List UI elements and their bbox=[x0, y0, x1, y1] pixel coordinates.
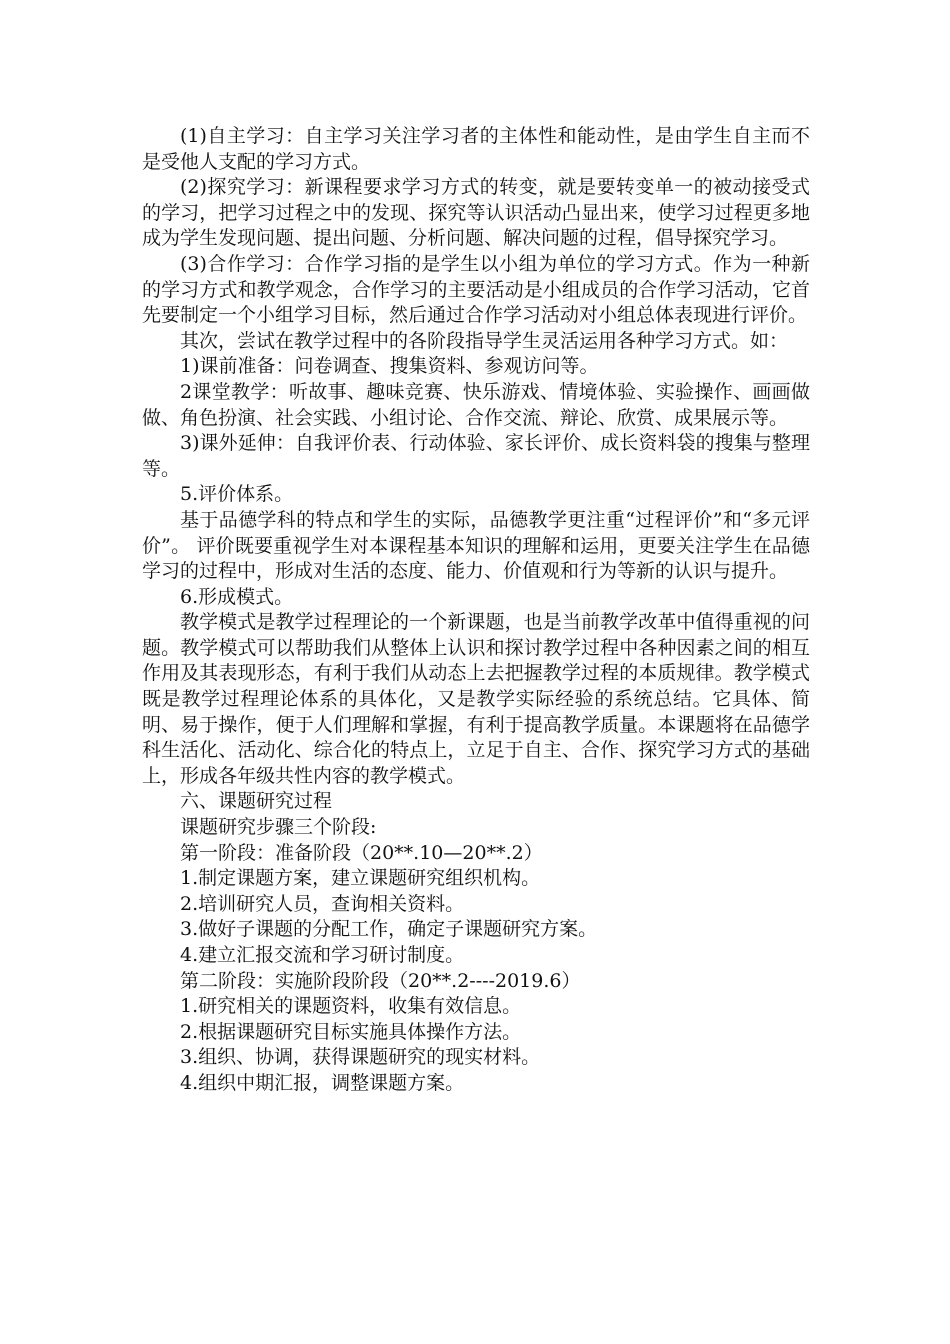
paragraph-classroom-teaching: 2课堂教学：听故事、趣味竞赛、快乐游戏、情境体验、实验操作、画画做做、角色扮演、社会实践、小组讨论、合作交流、辩论、欣赏、成果展示等。 bbox=[142, 380, 810, 429]
list-item: 3.做好子课题的分配工作，确定子课题研究方案。 bbox=[180, 918, 598, 941]
paragraph-pre-class: 1)课前准备：问卷调查、搜集资料、参观访问等。 bbox=[180, 355, 599, 378]
list-item: 4.建立汇报交流和学习研讨制度。 bbox=[180, 944, 465, 966]
list-item: 4.组织中期汇报，调整课题方案。 bbox=[180, 1071, 465, 1094]
stage-two-heading: 第二阶段：实施阶段阶段（20**.2----2019.6） bbox=[180, 969, 581, 992]
heading-research-process: 六、课题研究过程 bbox=[180, 790, 333, 813]
heading-evaluation-system: 5.评价体系。 bbox=[180, 483, 294, 506]
paragraph-learning-stages-intro: 其次，尝试在教学过程中的各阶段指导学生灵活运用各种学习方式。如： bbox=[180, 329, 789, 352]
paragraph-after-class: 3)课外延伸：自我评价表、行动体验、家长评价、成长资料袋的搜集与整理等。 bbox=[142, 432, 810, 480]
paragraph-inquiry-learning: (2)探究学习：新课程要求学习方式的转变，就是要转变单一的被动接受式的学习，把学习过程之中的发现、探究等认识活动凸显出来，使学习过程更多地成为学生发现问题、提出问题、分析问题、解决问题的过程，倡导探究学习。 bbox=[142, 176, 810, 250]
list-item: 3.组织、协调，获得课题研究的现实材料。 bbox=[180, 1046, 541, 1069]
paragraph-teaching-model: 教学模式是教学过程理论的一个新课题，也是当前教学改革中值得重视的问题。教学模式可以帮助我们从整体上认识和探讨教学过程中各种因素之间的相互作用及其表现形态，有利于我们从动态上去把握教学过程的本质规律。教学模式既是教学过程理论体系的具体化，又是教学实际经验的系统总结。它具体、简明、易于操作，便于人们理解和掌握，有利于提高教学质量。本课题将在品德学科生活化、活动化、综合化的特点上，立足于自主、合作、探究学习方式的基础上，形成各年级共性内容的教学模式。 bbox=[142, 611, 810, 787]
list-item: 1.研究相关的课题资料，收集有效信息。 bbox=[180, 995, 522, 1018]
list-item: 2.培训研究人员，查询相关资料。 bbox=[180, 892, 465, 915]
heading-form-model: 6.形成模式。 bbox=[180, 585, 294, 608]
paragraph-evaluation: 基于品德学科的特点和学生的实际，品德教学更注重“过程评价”和“多元评价”。 评价既要重视学生对本课程基本知识的理解和运用，更要关注学生在品德学习的过程中，形成对生活的态度、能力、价值观和行为等新的认识与提升。 bbox=[142, 508, 810, 583]
stage-one-heading: 第一阶段：准备阶段（20**.10—20**.2） bbox=[180, 841, 543, 864]
list-item: 2.根据课题研究目标实施具体操作方法。 bbox=[180, 1020, 522, 1043]
paragraph-cooperative-learning: (3)合作学习：合作学习指的是学生以小组为单位的学习方式。作为一种新的学习方式和教学观念，合作学习的主要活动是小组成员的合作学习活动，它首先要制定一个小组学习目标，然后通过合作学习活动对小组总体表现进行评价。 bbox=[142, 252, 810, 327]
document-body bbox=[142, 124, 810, 1097]
list-item: 1.制定课题方案，建立课题研究组织机构。 bbox=[180, 867, 541, 890]
paragraph-autonomous-learning: (1)自主学习：自主学习关注学习者的主体性和能动性，是由学生自主而不是受他人支配的学习方式。 bbox=[142, 125, 810, 173]
research-steps-intro: 课题研究步骤三个阶段: bbox=[180, 816, 377, 839]
